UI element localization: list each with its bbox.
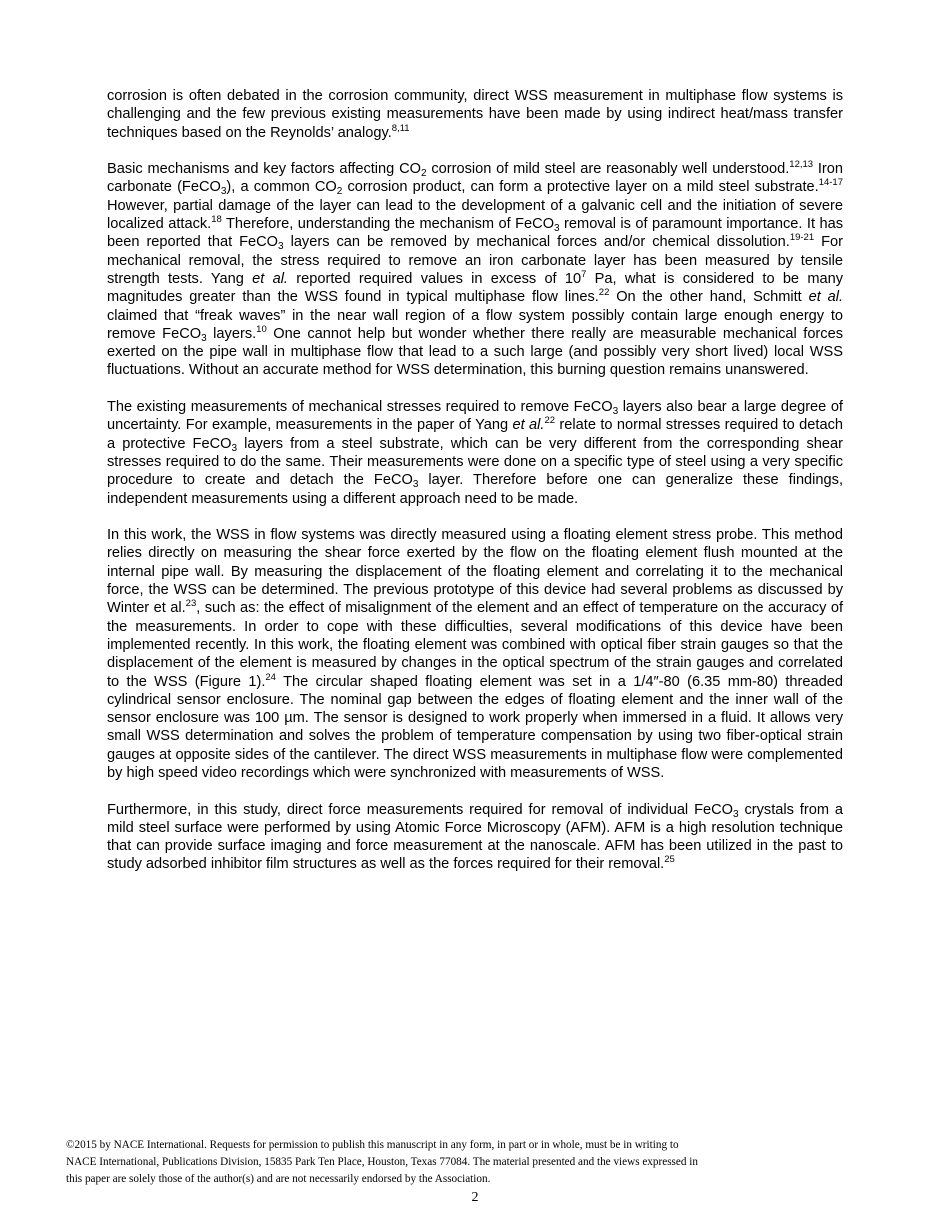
text-run: Basic mechanisms and key factors affecting CO [107,161,421,178]
subscript: 2 [336,186,343,198]
citation-superscript: 24 [265,671,276,683]
subscript: 3 [231,442,238,454]
text-run: relate to normal stresses required to detach a protective FeCO [107,417,843,452]
subscript: 3 [612,406,619,418]
citation-superscript: 8,11 [391,122,410,134]
text-run: claimed that “freak waves” in the near wall region of a flow system possibly contain large enough energy to remove FeCO [107,307,843,342]
text-run: , such as: the effect of misalignment of the element and an effect of temperature on the accuracy of the measurements. In order to cope with these difficulties, several modifications of this device have been implemented recently. In this work, the floating element was combined with optical fiber strain gauges so that the displacement of the element is measured by changes in the optical spectrum of the strain gauges and correlated to the WSS (Figure 1). [107,600,844,690]
citation-superscript: 18 [211,214,222,226]
text-run: removal is of paramount importance. It has been reported that FeCO [107,216,843,251]
citation-superscript: 22 [544,415,556,427]
text-run: Therefore, understanding the mechanism of FeCO [221,216,555,233]
italic-text: et al. [252,270,288,287]
text-run: crystals from a mild steel surface were performed by using Atomic Force Microscopy (AFM). AFM is a high resolution technique that can provide surface imaging and force measurement at the nanoscale. AFM has been utilized in the past to study adsorbed inhibitor film structures as well as the forces required for their removal. [107,801,843,873]
text-run: layers from a steel substrate, which can be very different from the corresponding shear stresses required to do the same. Their measurements were done on a specific type of steel using a very specific procedure to create and detach the FeCO [107,435,843,489]
citation-superscript: 12,13 [789,159,814,171]
text-run: corrosion product, can form a protective layer on a mild steel substrate. [342,179,819,196]
subscript: 3 [278,241,284,253]
subscript: 3 [201,332,207,344]
text-run: However, partial damage of the layer can lead to the development of a galvanic cell and the initiation of severe localized attack. [107,197,843,233]
citation-superscript: 14-17 [818,177,843,189]
page-number: 2 [471,1190,479,1205]
citation-superscript: 10 [256,323,267,335]
subscript: 2 [420,168,427,180]
text-run: corrosion of mild steel are reasonably well understood. [426,161,790,178]
text-run: ), a common CO [226,179,337,196]
footer-line: ©2015 by NACE International. Requests for permission to publish this manuscript in any form, in part or in whole, must be in writing to [66,1139,679,1151]
text-run: layers. [206,325,257,342]
subscript: 3 [554,223,560,235]
text-run: layer. Therefore before one can generalize these findings, independent measurements using a different approach need to be made. [107,472,843,507]
italic-text: et al. [808,289,843,306]
citation-superscript: 23 [185,598,197,610]
subscript: 3 [733,808,739,820]
text-run: The circular shaped floating element was set in a 1/4″-80 (6.35 mm-80) threaded cylindrical sensor enclosure. The nominal gap between the edges of floating element and the inner wall of the sensor enclosure was 100 µm. The sensor is designed to work properly when immersed in a fluid. It allows very small WSS determination and solves the problem of temperature compensation by using two fiber-optical strain gauges at opposite sides of the cantilever. The direct WSS measurements in multiphase flow were complemented by high speed video recordings which were synchronized with measurements of WSS. [107,673,843,781]
italic-text: et al. [512,417,545,434]
text-run: On the other hand, Schmitt [609,289,809,306]
text-run: For mechanical removal, the stress required to remove an iron carbonate layer has been measured by tensile strength tests. Yang [107,234,843,287]
text-run: Iron carbonate (FeCO [107,161,844,196]
text-run: The existing measurements of mechanical stresses required to remove FeCO [107,399,613,416]
footer-line: this paper are solely those of the author(s) and are not necessarily endorsed by the Association. [66,1173,491,1186]
subscript: 3 [220,186,227,198]
paragraph-4 [107,526,843,782]
citation-superscript: 25 [664,854,675,866]
text-run: corrosion is often debated in the corrosion community, direct WSS measurement in multiphase flow systems is challenging and the few previous existing measurements have been made by using indirect heat/mass transfer techniques based on the Reynolds’ analogy. [107,88,843,141]
subscript: 3 [412,479,419,491]
text-run: layers can be removed by mechanical forces and/or chemical dissolution. [283,234,790,251]
text-run: Furthermore, in this study, direct force measurements required for removal of individual FeCO [107,801,733,818]
body-text [107,87,843,892]
text-run: layers also bear a large degree of uncertainty. For example, measurements in the paper of Yang [107,399,843,434]
copyright-footer [66,1137,826,1189]
text-run: Pa, what is considered to be many magnitudes greater than the WSS found in typical multiphase flow lines. [107,270,844,306]
paragraph-2 [107,160,843,380]
footer-line: NACE International, Publications Division, 15835 Park Ten Place, Houston, Texas 77084. The material presented and the views expressed in [66,1156,698,1169]
paragraph-1 [107,87,843,142]
text-run: In this work, the WSS in flow systems was directly measured using a floating element stress probe. This method relies directly on measuring the shear force exerted by the flow on the floating element flush mounted at the internal pipe wall. By measuring the displacement of the floating element and correlating it to the mechanical force, the WSS can be determined. The previous prototype of this device had several problems as discussed by Winter et al. [107,527,843,617]
citation-superscript: 7 [581,268,587,280]
citation-superscript: 19-21 [789,232,815,244]
text-run: reported required values in excess of 10 [288,270,582,287]
citation-superscript: 22 [598,287,610,299]
paragraph-3 [107,398,843,508]
text-run: One cannot help but wonder whether there really are measurable mechanical forces exerted on the pipe wall in multiphase flow that lead to a such large (and possibly very short lived) local WSS fluctuations. Without an accurate method for WSS determination, this burning question remains unanswered. [107,325,844,379]
paragraph-5 [107,801,843,874]
